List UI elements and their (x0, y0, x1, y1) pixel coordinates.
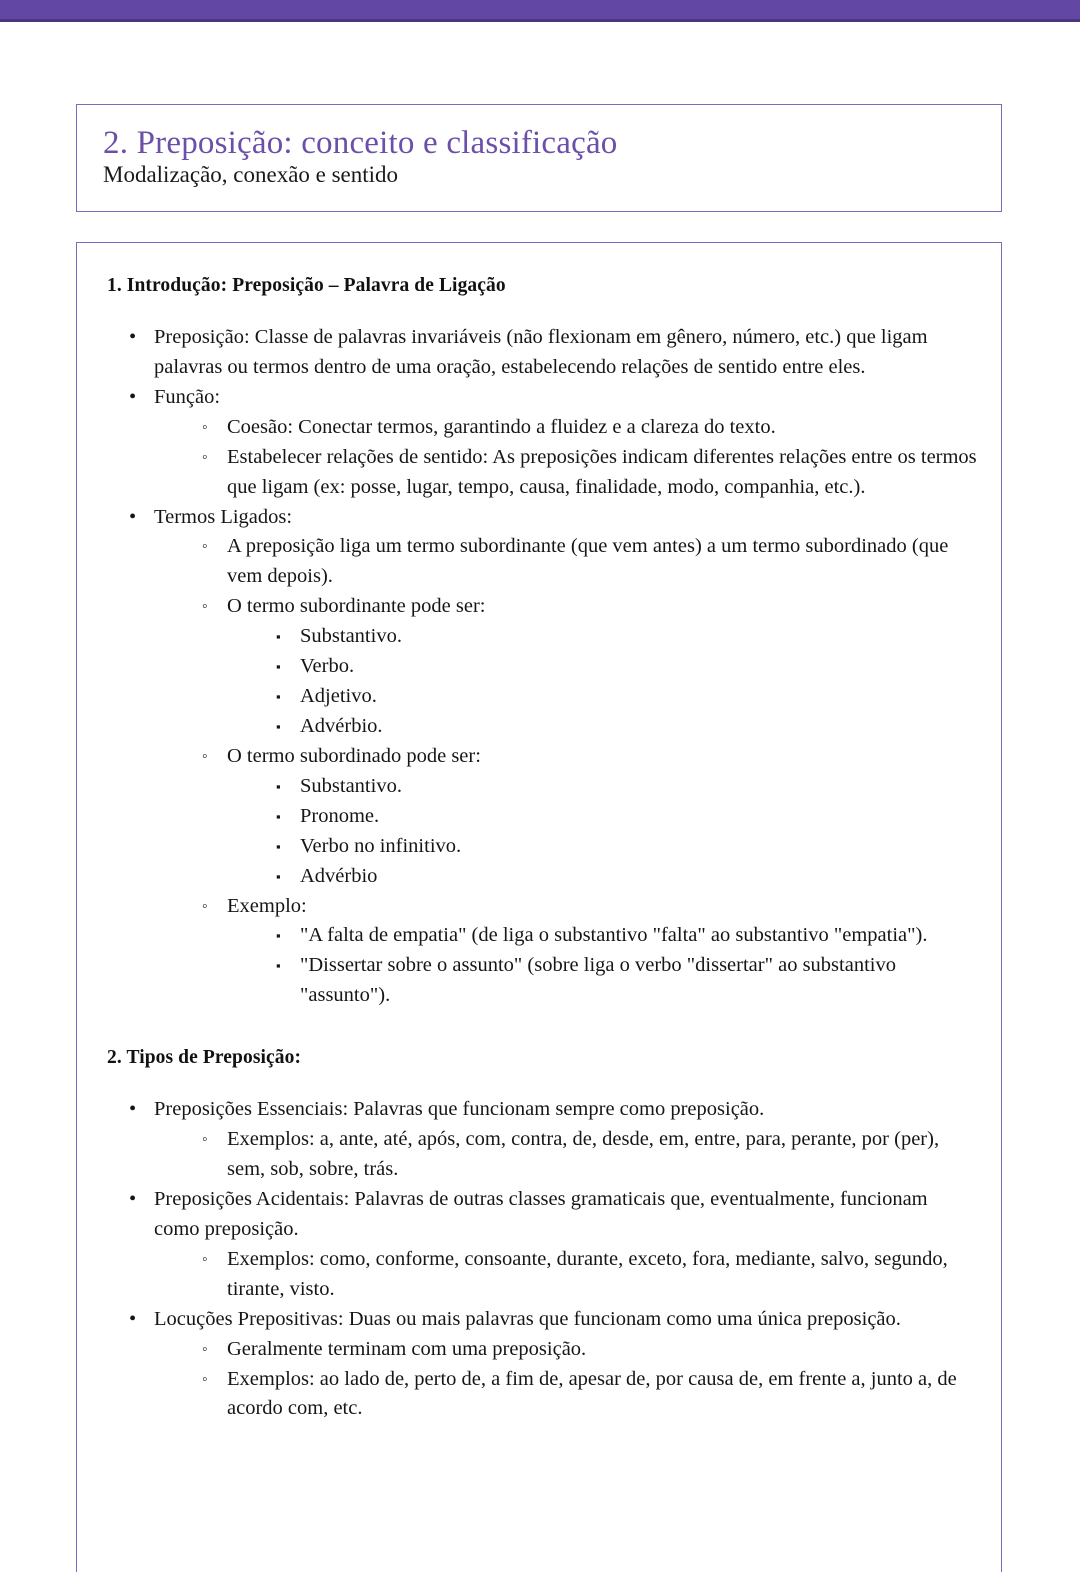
list-item-text: "A falta de empatia" (de liga o substantivo "falta" ao substantivo "empatia"). (300, 924, 928, 947)
list-item (263, 652, 977, 682)
bullet-circle-icon: ◦ (202, 747, 208, 765)
bullet-circle-icon: ◦ (202, 598, 208, 616)
list-item (190, 1245, 977, 1305)
section-heading-2: 2. Tipos de Preposição: (107, 1047, 302, 1069)
nested-list (154, 532, 977, 1011)
top-accent-bar (0, 0, 1080, 22)
list-item (190, 1335, 977, 1365)
nested-list (227, 772, 977, 892)
nested-list (154, 1125, 977, 1185)
list-item-text: "Dissertar sobre o assunto" (sobre liga o verbo "dissertar" ao substantivo "assunto"). (300, 954, 896, 1007)
list-item (190, 1125, 977, 1185)
section-2-list (107, 1095, 977, 1424)
bullet-dot-icon: • (129, 1307, 137, 1330)
list-item-text: Verbo. (300, 655, 355, 678)
bullet-circle-icon: ◦ (202, 1250, 208, 1268)
list-item (263, 772, 977, 802)
section-1-list (107, 323, 977, 1011)
list-item-text: Substantivo. (300, 774, 402, 797)
page-title: 2. Preposição: conceito e classificação (103, 125, 618, 161)
list-item-text: Termos Ligados: (154, 505, 293, 528)
bullet-square-icon: ▪ (276, 958, 281, 974)
list-item-text: Exemplo: (227, 894, 307, 917)
list-item (263, 921, 977, 951)
list-item-text: A preposição liga um termo subordinante (que vem antes) a um termo subordinado (que vem depois). (227, 535, 949, 588)
section-heading-1: 1. Introdução: Preposição – Palavra de Ligação (107, 275, 506, 296)
list-item-text: Advérbio (300, 864, 378, 887)
list-item-text: Geralmente terminam com uma preposição. (227, 1337, 587, 1360)
bullet-dot-icon: • (129, 505, 137, 528)
list-item (190, 742, 977, 892)
bullet-dot-icon: • (129, 326, 137, 348)
bullet-square-icon: ▪ (276, 868, 281, 884)
list-item (107, 323, 977, 383)
bullet-dot-icon: • (129, 385, 137, 408)
list-item-text: Exemplos: como, conforme, consoante, durante, exceto, fora, mediante, salvo, segundo, tirante, visto. (227, 1247, 948, 1300)
bullet-dot-icon: • (129, 1098, 137, 1121)
page-subtitle: Modalização, conexão e sentido (103, 162, 399, 188)
list-item (263, 862, 977, 892)
list-item-text: O termo subordinante pode ser: (227, 595, 486, 618)
bullet-square-icon: ▪ (276, 659, 281, 675)
list-item-text: Substantivo. (300, 625, 402, 648)
list-item-text: Exemplos: ao lado de, perto de, a fim de, apesar de, por causa de, em frente a, junto a, de acordo com, etc. (227, 1367, 957, 1420)
bullet-circle-icon: ◦ (202, 1370, 208, 1388)
list-item (190, 443, 977, 503)
list-item-text: O termo subordinado pode ser: (227, 744, 481, 767)
list-item-text: Adjetivo. (300, 685, 377, 708)
bullet-square-icon: ▪ (276, 808, 281, 824)
list-item-text: Função: (154, 385, 221, 408)
list-item-text: Preposição: Classe de palavras invariáveis (não flexionam em gênero, número, etc.) que ligam palavras ou termos dentro de uma oração, estabelecendo relações de sentido entre eles. (154, 326, 928, 378)
nested-list (154, 1335, 977, 1425)
list-item (263, 951, 977, 1011)
bullet-square-icon: ▪ (276, 718, 281, 734)
bullet-circle-icon: ◦ (202, 448, 208, 466)
bullet-square-icon: ▪ (276, 778, 281, 794)
list-item-text: Pronome. (300, 804, 380, 827)
document-content-box (76, 242, 1002, 1572)
nested-list (154, 413, 977, 503)
bullet-square-icon: ▪ (276, 629, 281, 645)
nested-list (154, 1245, 977, 1305)
list-item-text: Locuções Prepositivas: Duas ou mais palavras que funcionam como uma única preposição. (154, 1307, 901, 1330)
bullet-circle-icon: ◦ (202, 1131, 208, 1149)
list-item-text: Estabelecer relações de sentido: As preposições indicam diferentes relações entre os termos que ligam (ex: posse, lugar, tempo, causa, finalidade, modo, companhia, etc.). (227, 445, 977, 498)
list-item (107, 1305, 977, 1425)
list-item (190, 532, 977, 592)
nested-list (227, 622, 977, 742)
bullet-square-icon: ▪ (276, 928, 281, 944)
list-item (263, 682, 977, 712)
nested-list (227, 921, 977, 1011)
list-item (263, 832, 977, 862)
list-item-text: Exemplos: a, ante, até, após, com, contra, de, desde, em, entre, para, perante, por (per), sem, sob, sobre, trás. (227, 1128, 940, 1181)
list-item (190, 1365, 977, 1425)
list-item (190, 413, 977, 443)
bullet-circle-icon: ◦ (202, 897, 208, 915)
list-item (107, 1095, 977, 1185)
bullet-square-icon: ▪ (276, 838, 281, 854)
list-item (190, 892, 977, 1012)
list-item (263, 622, 977, 652)
bullet-circle-icon: ◦ (202, 1340, 208, 1358)
list-item (263, 712, 977, 742)
list-item (263, 802, 977, 832)
list-item (190, 592, 977, 742)
bullet-circle-icon: ◦ (202, 418, 208, 436)
list-item (107, 1185, 977, 1305)
list-item-text: Coesão: Conectar termos, garantindo a fluidez e a clareza do texto. (227, 415, 776, 438)
list-item-text: Preposições Essenciais: Palavras que funcionam sempre como preposição. (154, 1098, 765, 1121)
list-item-text: Preposições Acidentais: Palavras de outras classes gramaticais que, eventualmente, funcionam como preposição. (154, 1187, 928, 1240)
list-item (107, 383, 977, 503)
bullet-dot-icon: • (129, 1187, 137, 1210)
bullet-square-icon: ▪ (276, 689, 281, 705)
list-item-text: Verbo no infinitivo. (300, 834, 462, 857)
bullet-circle-icon: ◦ (202, 538, 208, 556)
list-item-text: Advérbio. (300, 714, 383, 737)
list-item (107, 503, 977, 1012)
document-header-box (76, 104, 1002, 212)
